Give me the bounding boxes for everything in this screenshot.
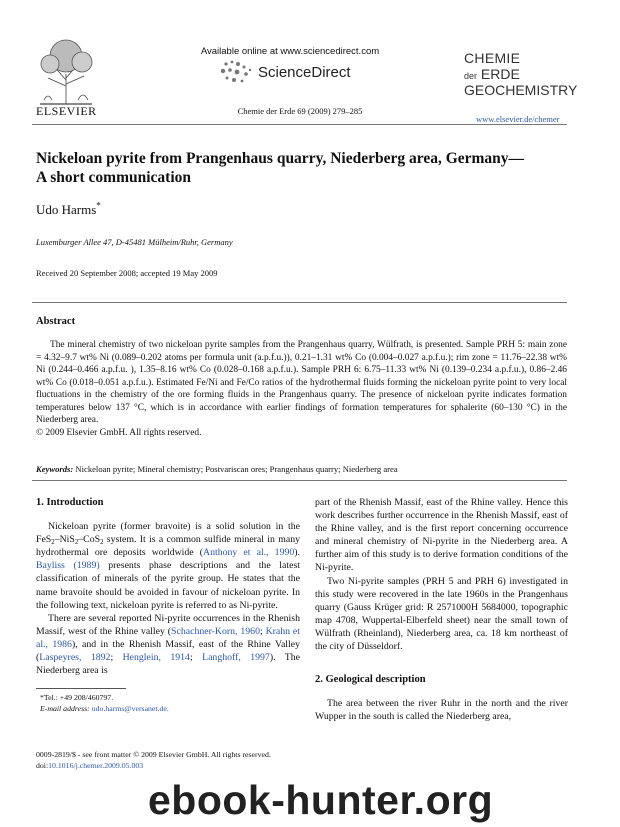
abstract-divider xyxy=(32,302,567,303)
footer-issn: 0009-2819/$ - see front matter © 2009 Elsevier GmbH. All rights reserved. xyxy=(36,750,271,759)
keywords-label: Keywords: xyxy=(36,464,74,474)
footnote-divider xyxy=(36,688,126,689)
article-title xyxy=(36,149,576,187)
author-affiliation: Luxemburger Allee 47, D-45481 Mülheim/Ruhr, Germany xyxy=(36,237,233,247)
intro-paragraph-1: Nickeloan pyrite (former bravoite) is a solid solution in the FeS$_2$–NiS$_2$–CoS$_2$ system. It is a common sulfide mineral in many hydrothermal ore deposits worldwide (Anthony et al., 1990). Bayliss (1989) presents phase descriptions and the latest classification of minerals of the pyrite group. He states that the name bravoite should be avoided in favour of nickeloan pyrite. In the following text, nickeloan pyrite is referred to as Ni-pyrite. xyxy=(36,521,300,611)
publisher-name: ELSEVIER xyxy=(36,104,97,118)
right-column xyxy=(315,496,568,723)
keywords xyxy=(36,464,567,474)
keywords-list: Nickeloan pyrite; Mineral chemistry; Postvariscan ores; Prangenhaus quarry; Niederberg area xyxy=(75,464,398,474)
received-dates: Received 20 September 2008; accepted 19 May 2009 xyxy=(36,268,218,278)
journal-citation: Chemie der Erde 69 (2009) 279–285 xyxy=(237,106,363,116)
right-paragraph-2: Two Ni-pyrite samples (PRH 5 and PRH 6) investigated in this study were recovered in the late 1960s in the Prangenhaus quarry (Gauss Krüger grid: R 2571000H 5684000, topographic map 4708, Wuppertal-Elberfeld sheet) near the small town of Wülfrath (Rheinland), Niederberg area, ca. 18 km northeast of the city of Düsseldorf. xyxy=(315,575,568,653)
right-paragraph-1: part of the Rhenish Massif, east of the Rhine valley. Hence this work describes further occurrence in the Rhenish Massif, east of the Rhine valley, and is the first report concerning occurrence and mineral chemistry of Ni-pyrite in the Niederberg area. A further aim of this study is to derive formation conditions of the Ni-pyrite. xyxy=(315,497,568,574)
geology-paragraph-1: The area between the river Ruhr in the north and the river Wupper in the south is called the Niederberg area, xyxy=(315,698,568,723)
intro-paragraph-2: There are several reported Ni-pyrite occurrences in the Rhenish Massif, west of the Rhine valley (Schachner-Korn, 1960; Krahn et al., 1986), and in the Rhenish Massif, east of the Rhine Valley (Laspeyres, 1892; Henglein, 1914; Langhoff, 1997). The Niederberg area is xyxy=(36,612,301,677)
author-email-link[interactable]: udo.harms@versanet.de. xyxy=(91,704,169,713)
ref-laspeyres-1892[interactable]: Laspeyres, 1892 xyxy=(39,652,111,664)
journal-logo xyxy=(464,50,578,98)
ref-langhoff-1997[interactable]: Langhoff, 1997 xyxy=(202,652,270,664)
doi-link[interactable]: 10.1016/j.chemer.2009.05.003 xyxy=(48,761,144,770)
ref-schachner-korn-1960[interactable]: Schachner-Korn, 1960 xyxy=(171,625,260,637)
available-online-text[interactable]: Available online at www.sciencedirect.com xyxy=(200,46,380,57)
author-footnote xyxy=(40,692,169,714)
journal-logo-der: der xyxy=(464,71,478,81)
author-name xyxy=(36,202,101,218)
watermark-text: ebook-hunter.org xyxy=(148,777,494,823)
article-title-line1: Nickeloan pyrite from Prangenhaus quarry, Niederberg area, Germany— xyxy=(36,150,525,167)
author-text: Udo Harms xyxy=(36,202,97,217)
journal-url-link[interactable]: www.elsevier.de/chemer xyxy=(476,114,560,124)
journal-logo-line1: CHEMIE xyxy=(464,50,521,66)
header-divider xyxy=(32,124,567,125)
elsevier-tree-logo xyxy=(34,34,98,106)
journal-logo-erde: ERDE xyxy=(480,66,520,82)
left-column xyxy=(36,496,300,677)
article-title-line2: A short communication xyxy=(36,169,191,186)
ref-bayliss-1989[interactable]: Bayliss (1989) xyxy=(36,560,100,572)
sciencedirect-wordmark: ScienceDirect xyxy=(258,64,351,81)
geology-heading: 2. Geological description xyxy=(315,674,426,686)
author-footnote-mark[interactable]: * xyxy=(96,200,101,211)
abstract-text: The mineral chemistry of two nickeloan pyrite samples from the Prangenhaus quarry, Wülfrath, is presented. Sample PRH 5: main zone = 4.32–9.7 wt% Ni (0.089–0.202 atoms per formula unit (a.p.f.u.)), 0.21–1.31 wt% Co (0.004–0.027 a.p.f.u.); rim zone = 11.76–22.38 wt% Ni (0.244–0.466 a.p.f.u. ), 1.35–8.16 wt% Co (0.028–0.168 a.p.f.u.). Sample PRH 6: 6.75–11.33 wt% Ni (0.139–0.234 a.p.f.u.), 0.86–2.46 wt% Co (0.018–0.051 a.p.f.u.). Estimated Fe/Ni and Fe/Co ratios of the hydrothermal fluids forming the nickeloan pyrite point to very local fluctuations in the chemistry of the ore forming fluids in the Prangenhaus quarry. The presence of nickeloan pyrite indicates formation temperatures below 137 °C, which is in accordance with earlier findings of formation temperatures for sphalerite (60–130 °C) in the Niederberg area. xyxy=(36,340,567,425)
journal-logo-line2 xyxy=(464,66,574,82)
ref-henglein-1914[interactable]: Henglein, 1914 xyxy=(122,652,190,664)
ref-anthony-1990[interactable]: Anthony et al., 1990 xyxy=(203,547,295,559)
footnote-email: E-mail address: udo.harms@versanet.de. xyxy=(40,704,169,713)
footer-doi: doi:10.1016/j.chemer.2009.05.003 xyxy=(36,761,144,770)
abstract-body xyxy=(36,339,567,439)
page-footer xyxy=(36,749,271,771)
keywords-divider xyxy=(32,480,567,481)
ref-krahn-1986[interactable]: Krahn et al., 1986 xyxy=(36,625,300,650)
intro-heading: 1. Introduction xyxy=(36,497,104,508)
abstract-heading: Abstract xyxy=(36,316,76,327)
sciencedirect-logo[interactable] xyxy=(218,58,378,90)
sciencedirect-dots-icon xyxy=(218,58,256,88)
footnote-tel: *Tel.: +49 208/460797. xyxy=(40,693,114,702)
abstract-copyright: © 2009 Elsevier GmbH. All rights reserved. xyxy=(36,427,202,438)
journal-logo-line3: GEOCHEMISTRY xyxy=(464,82,578,98)
